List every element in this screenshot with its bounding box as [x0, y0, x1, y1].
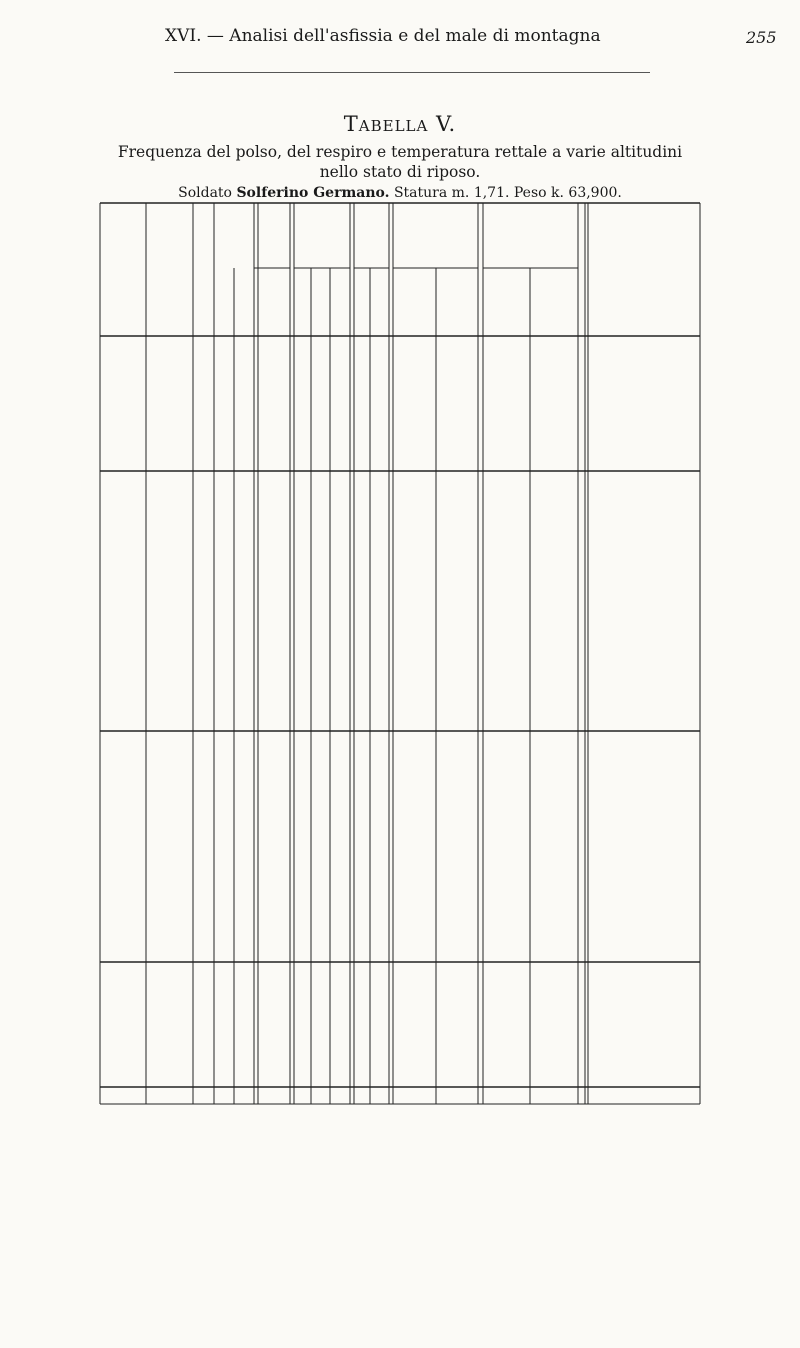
table-subtitle-1: Frequenza del polso, del respiro e temperatura rettale a varie altitudini [117, 143, 683, 161]
running-head: XVI. — Analisi dell'asfissia e del male di montagna [165, 26, 601, 46]
soldier-prefix: Soldato [178, 185, 237, 201]
table-title: Tabella V. [343, 112, 457, 136]
table-subtitle-2: nello stato di riposo. [319, 163, 481, 181]
page-number: 255 [746, 28, 777, 47]
soldier-stats: Statura m. 1,71. Peso k. 63,900. [389, 185, 622, 201]
soldier-name: Solferino Germano. [236, 185, 390, 201]
